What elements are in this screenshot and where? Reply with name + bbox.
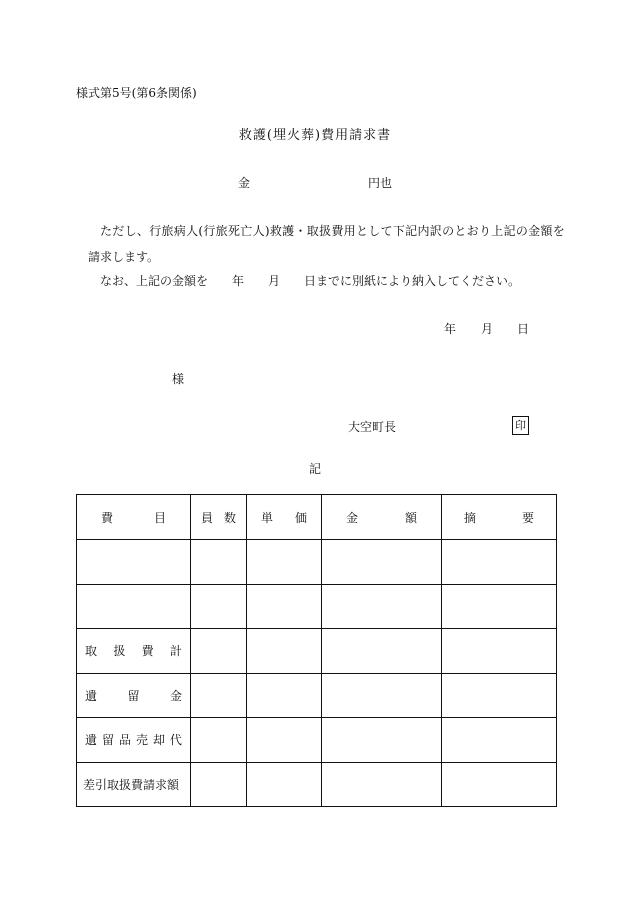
table-cell [322,718,442,763]
table-cell [442,718,557,763]
body-text-line-1: ただし、行旅病人(行旅死亡人)救護・取扱費用として下記内訳のとおり上記の金額を [100,224,566,238]
row-label-blank [77,584,191,629]
label-char: 遺 [85,733,98,748]
header-count [191,495,247,540]
label-char: 金 [169,688,182,703]
table-cell [191,718,247,763]
header-item-char: 費 [101,510,114,525]
table-row [77,718,557,763]
document-title: 救護(埋火葬)費用請求書 [238,128,392,143]
table-cell [191,629,247,674]
label-char: 留 [101,733,114,748]
row-label-net-claim: 差引取扱費請求額 [77,762,191,807]
table-cell [247,762,322,807]
table-row [77,762,557,807]
label-char: 売 [135,733,148,748]
header-amount [322,495,442,540]
row-label-handling-total [77,629,191,674]
table-cell [322,673,442,718]
row-label-blank [77,540,191,585]
header-unit-price [247,495,322,540]
table-row [77,673,557,718]
date-year-label: 年 [444,322,457,336]
table-cell [247,584,322,629]
label-char: 却 [152,733,165,748]
table-cell [191,673,247,718]
header-unit-price-char: 価 [294,510,307,525]
table-cell [322,629,442,674]
table-cell [442,584,557,629]
row-label-remaining-goods-sale [77,718,191,763]
label-char: 留 [127,688,140,703]
label-char: 費 [141,644,154,659]
fee-breakdown-table [76,494,557,807]
label-char: 代 [169,733,182,748]
table-row [77,584,557,629]
table-cell [442,540,557,585]
row-label-remaining-money [77,673,191,718]
header-item-char: 目 [153,510,166,525]
table-cell [322,584,442,629]
header-item [77,495,191,540]
table-cell [191,584,247,629]
date-day-label: 日 [517,322,530,336]
table-cell [442,762,557,807]
addressee-suffix: 様 [172,372,185,386]
seal-mark: 印 [512,416,529,435]
table-header-row [77,495,557,540]
date-month-label: 月 [481,322,494,336]
amount-suffix: 円也 [368,176,393,190]
label-char: 計 [169,644,182,659]
table-row [77,540,557,585]
header-count-char: 数 [223,510,236,525]
label-char: 扱 [113,644,126,659]
header-amount-char: 額 [404,510,417,525]
table-cell [322,762,442,807]
header-remarks-char: 摘 [464,510,477,525]
form-number: 様式第5号(第6条関係) [76,86,197,100]
body-text-line-3: なお、上記の金額を 年 月 日までに別紙により納入してください。 [100,274,521,288]
table-cell [247,540,322,585]
amount-prefix: 金 [238,176,251,190]
table-cell [247,629,322,674]
table-cell [247,718,322,763]
header-unit-price-char: 単 [261,510,274,525]
body-text-line-2: 請求します。 [88,250,160,264]
label-char: 取 [85,644,98,659]
header-count-char: 員 [201,510,214,525]
table-cell [322,540,442,585]
table-cell [442,673,557,718]
label-char: 遺 [85,688,98,703]
header-remarks [442,495,557,540]
table-cell [191,540,247,585]
table-row [77,629,557,674]
issuer-name: 大空町長 [348,420,397,434]
header-remarks-char: 要 [521,510,534,525]
table-cell [442,629,557,674]
table-cell [191,762,247,807]
label-char: 品 [118,733,131,748]
ki-label: 記 [308,462,321,476]
table-cell [247,673,322,718]
header-amount-char: 金 [346,510,359,525]
